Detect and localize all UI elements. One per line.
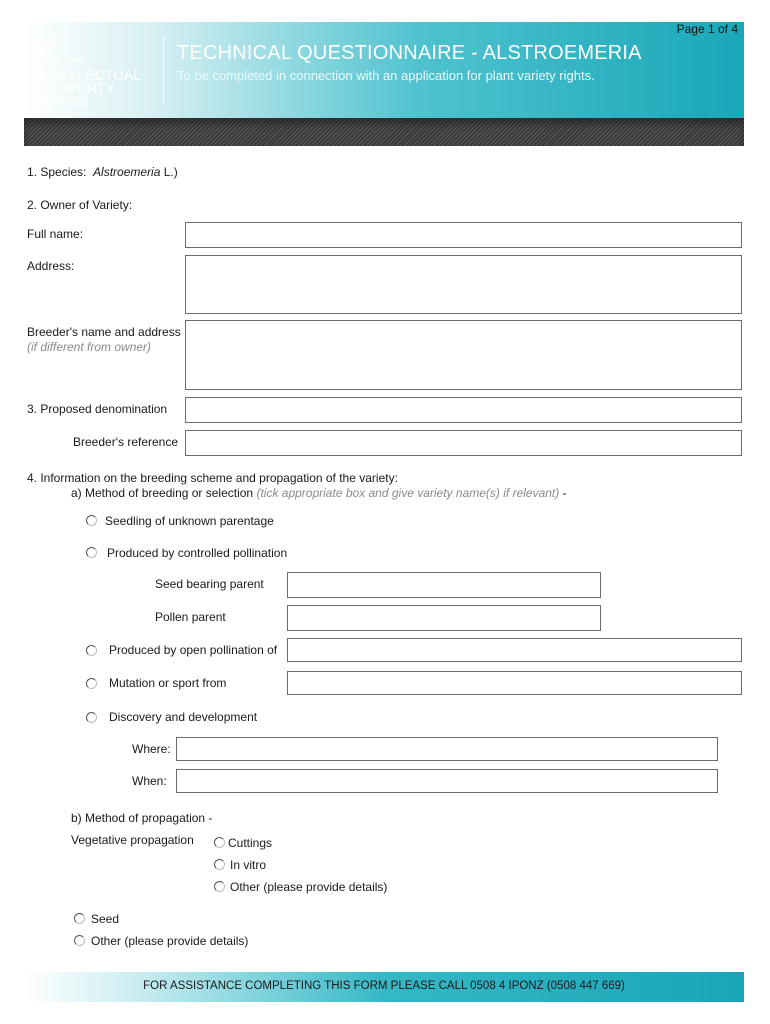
pollen-parent-label: Pollen parent: [155, 610, 226, 624]
vegetative-label: Vegetative propagation: [71, 833, 194, 847]
open-pollination-input[interactable]: [287, 638, 742, 662]
where-label: Where:: [132, 742, 171, 756]
address-label: Address:: [27, 259, 75, 273]
full-name-input[interactable]: [185, 222, 742, 248]
breeding-method-hint: (tick appropriate box and give variety name(s) if relevant): [256, 486, 560, 500]
other-radio[interactable]: [74, 935, 85, 946]
breeder-input[interactable]: [185, 320, 742, 390]
reference-label: Breeder's reference: [73, 435, 179, 449]
seed-radio[interactable]: [74, 913, 85, 924]
denomination-input[interactable]: [185, 397, 742, 423]
breeder-hint: (if different from owner): [27, 340, 152, 354]
address-input[interactable]: [185, 255, 742, 314]
species-label: 1. Species:: [27, 165, 87, 179]
open-pollination-label: Produced by open pollination of: [109, 643, 278, 657]
reference-input[interactable]: [185, 430, 742, 456]
logo-country: NEW ZEALAND: [38, 58, 86, 64]
page-indicator: Page 1 of 4: [676, 22, 738, 36]
footer-text: FOR ASSISTANCE COMPLETING THIS FORM PLEASE CALL 0508 4 IPONZ (0508 447 669): [143, 980, 625, 992]
breeding-method-heading: [71, 486, 567, 500]
discovery-radio[interactable]: [86, 712, 97, 723]
pollen-parent-input[interactable]: [287, 605, 601, 631]
vegetative-other-label: Other (please provide details): [230, 880, 388, 894]
open-pollination-radio[interactable]: [86, 645, 97, 656]
controlled-pollination-radio[interactable]: [86, 547, 97, 558]
breeding-method-dash: -: [559, 486, 567, 500]
q4-heading: 4. Information on the breeding scheme and propagation of the variety:: [27, 471, 398, 485]
discovery-label: Discovery and development: [109, 710, 258, 724]
seedling-radio[interactable]: [86, 515, 97, 526]
other-label: Other (please provide details): [91, 934, 249, 948]
mutation-label: Mutation or sport from: [109, 676, 227, 690]
seed-parent-label: Seed bearing parent: [155, 577, 264, 591]
cuttings-label: Cuttings: [228, 836, 273, 850]
seed-label: Seed: [91, 912, 120, 926]
cuttings-radio[interactable]: [214, 837, 225, 848]
breeding-method-label: a) Method of breeding or selection: [71, 486, 257, 500]
in-vitro-radio[interactable]: [214, 859, 225, 870]
in-vitro-label: In vitro: [230, 858, 267, 872]
propagation-heading: b) Method of propagation -: [71, 811, 213, 825]
seed-parent-input[interactable]: [287, 572, 601, 598]
page-subtitle: To be completed in connection with an application for plant variety rights.: [177, 68, 595, 83]
when-input[interactable]: [176, 769, 718, 793]
header-divider: [163, 35, 164, 105]
mutation-radio[interactable]: [86, 678, 97, 689]
species-suffix: L.): [160, 165, 178, 179]
denomination-label: 3. Proposed denomination: [27, 402, 168, 416]
vegetative-other-radio[interactable]: [214, 881, 225, 892]
where-input[interactable]: [176, 737, 718, 761]
logo-org-name: INTELLECTUAL PROPERTY OFFICE: [38, 67, 141, 109]
breeder-label: Breeder's name and address: [27, 325, 181, 339]
seedling-label: Seedling of unknown parentage: [105, 514, 274, 528]
header-stripe: [24, 118, 744, 146]
owner-heading: 2. Owner of Variety:: [27, 198, 133, 212]
controlled-pollination-label: Produced by controlled pollination: [107, 546, 288, 560]
full-name-label: Full name:: [27, 227, 84, 241]
page-title: TECHNICAL QUESTIONNAIRE - ALSTROEMERIA: [177, 42, 642, 64]
when-label: When:: [132, 774, 167, 788]
species-line: [27, 165, 178, 179]
species-name: Alstroemeria: [93, 165, 161, 179]
mutation-input[interactable]: [287, 671, 742, 695]
fern-icon: [36, 30, 64, 60]
